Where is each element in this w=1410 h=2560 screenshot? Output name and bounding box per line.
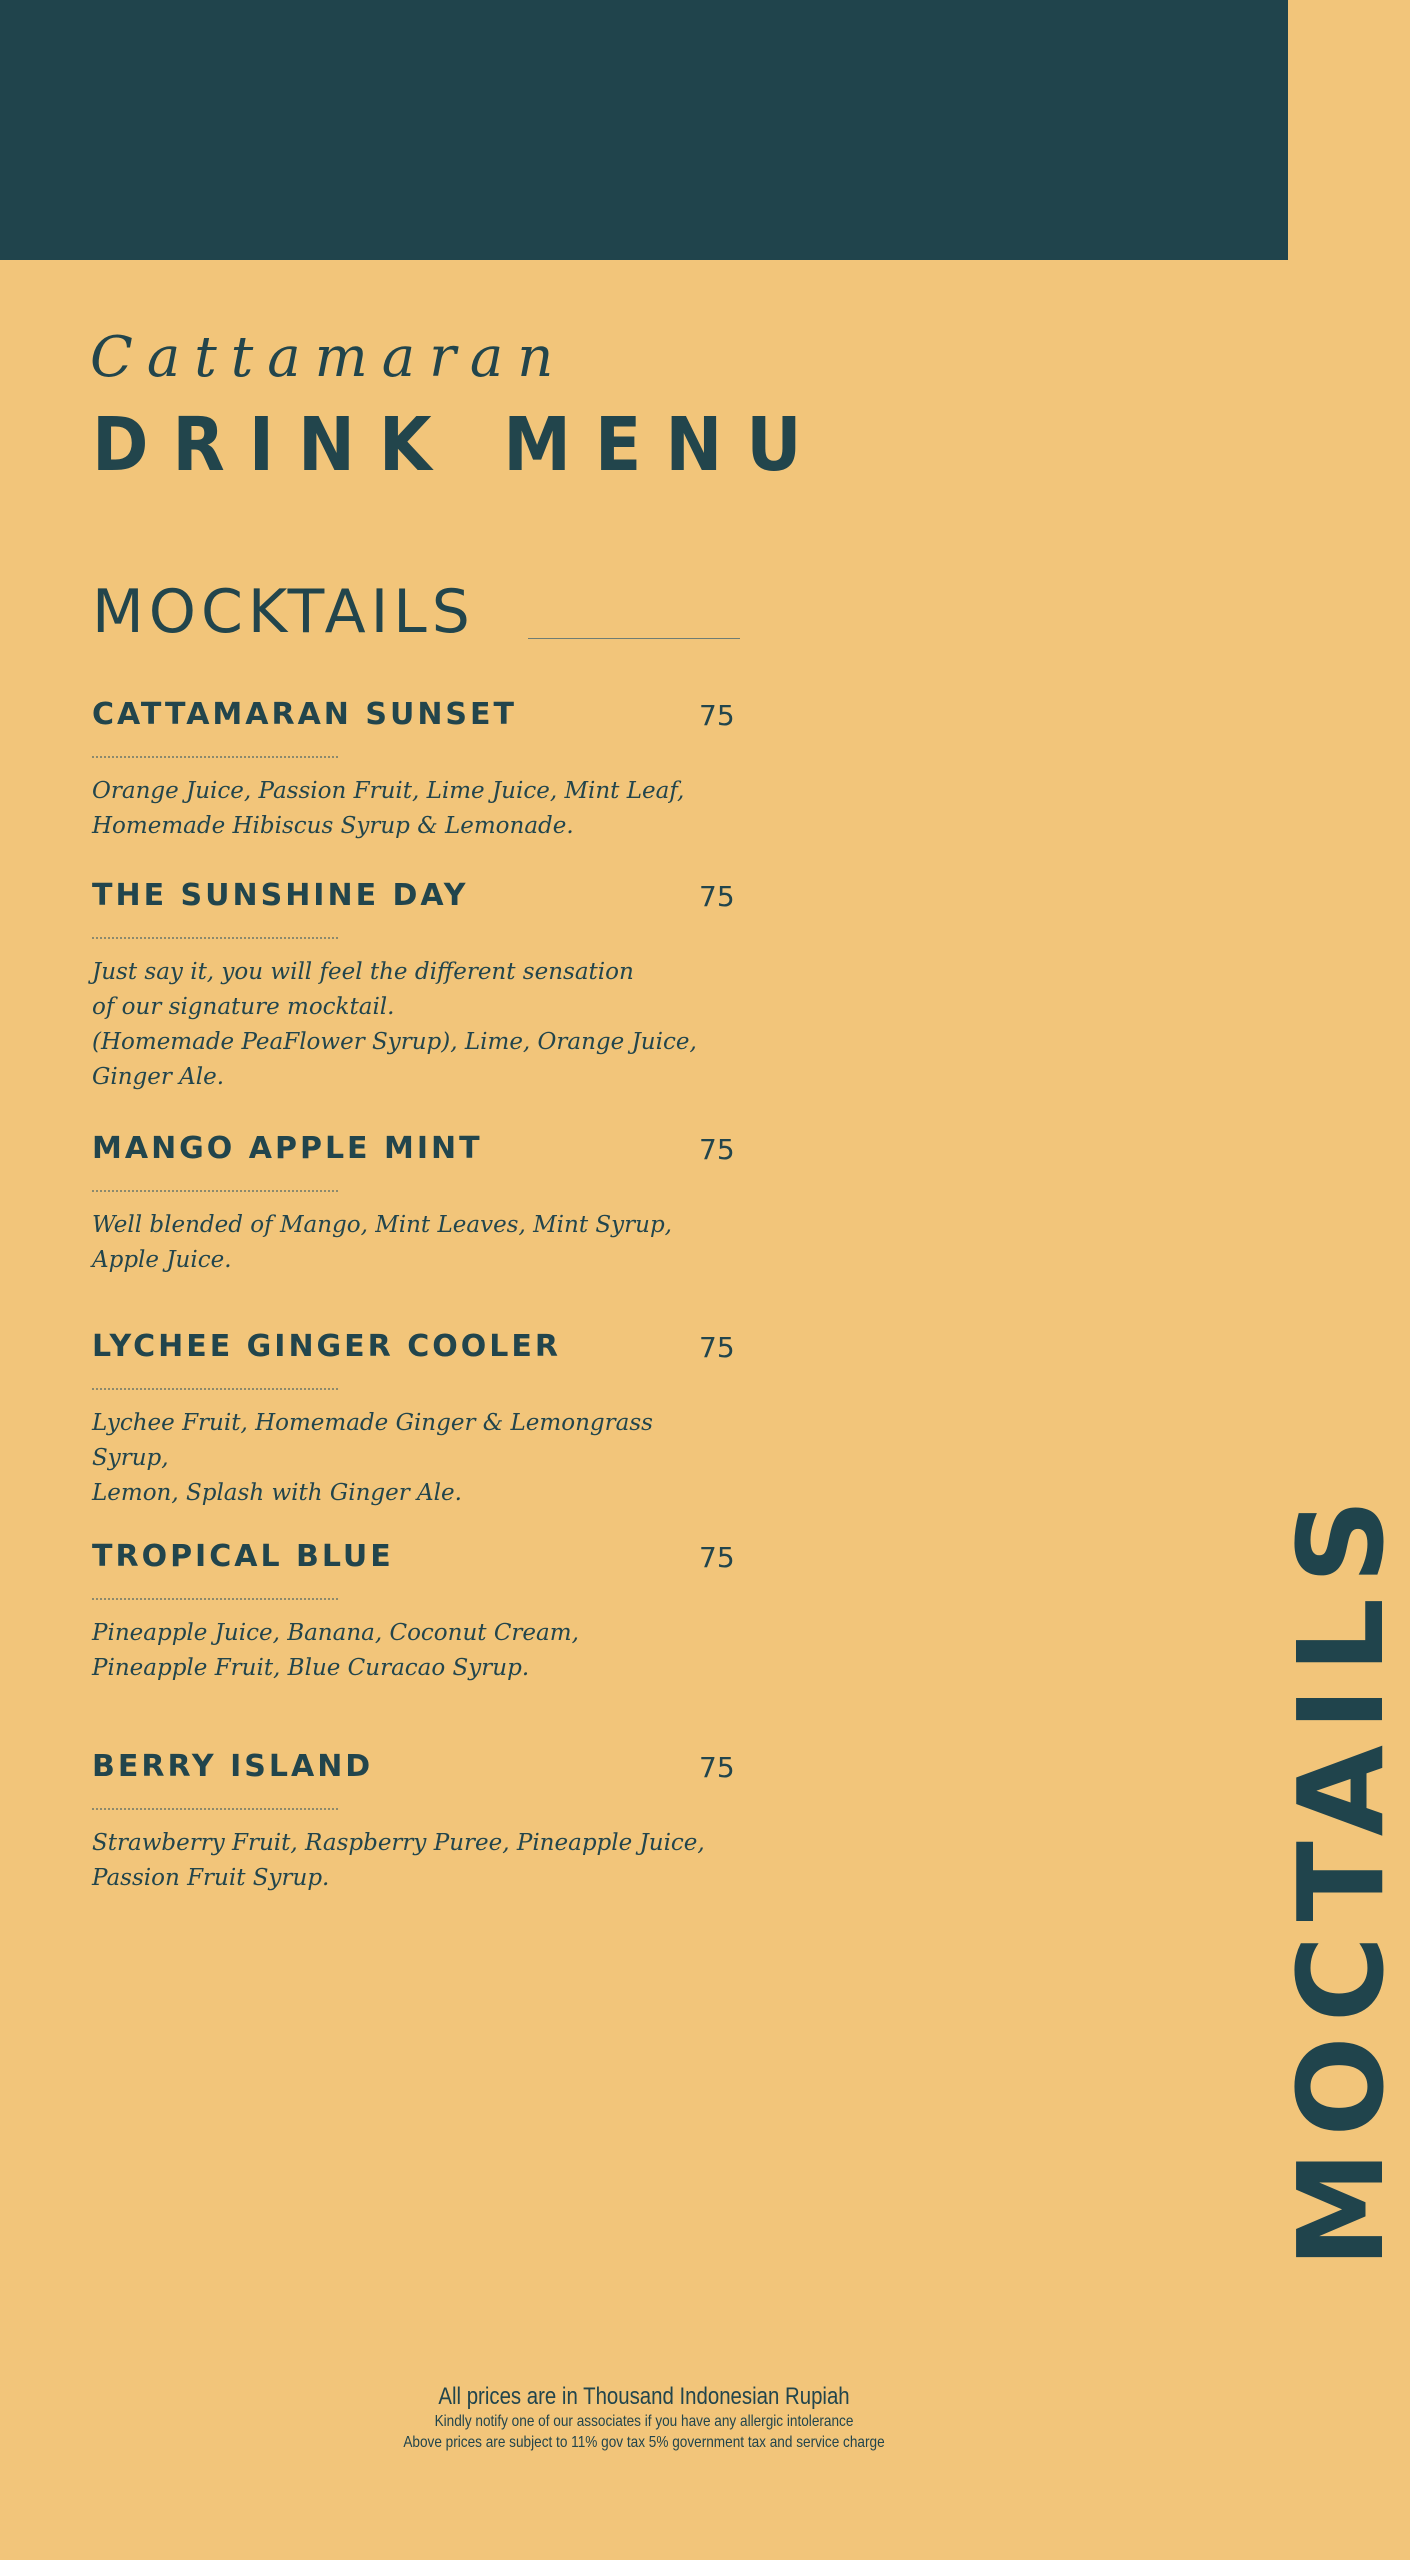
footer-price-note: All prices are in Thousand Indonesian Rupiah <box>438 2383 850 2410</box>
page-title: DRINK MENU <box>92 402 826 488</box>
item-price: 75 <box>699 1331 735 1364</box>
item-description: Well blended of Mango, Mint Leaves, Mint Syrup, Apple Juice. <box>92 1212 672 1273</box>
item-dotted-divider <box>92 1598 338 1600</box>
header-band <box>0 0 1288 260</box>
item-price: 75 <box>699 699 735 732</box>
vertical-section-label: MOCTAILS <box>1272 1484 1410 2268</box>
item-description: Lychee Fruit, Homemade Ginger & Lemongrass Syrup, Lemon, Splash with Ginger Ale. <box>92 1410 653 1506</box>
item-description: Pineapple Juice, Banana, Coconut Cream, Pineapple Fruit, Blue Curacao Syrup. <box>92 1620 579 1681</box>
item-dotted-divider <box>92 1388 338 1390</box>
item-price: 75 <box>699 1133 735 1166</box>
item-dotted-divider <box>92 1190 338 1192</box>
item-dotted-divider <box>92 756 338 758</box>
section-title: MOCKTAILS <box>92 577 475 647</box>
item-price: 75 <box>699 1541 735 1574</box>
section-divider <box>528 638 740 639</box>
item-name: MANGO APPLE MINT <box>92 1131 483 1166</box>
footer <box>0 2383 1288 2454</box>
item-dotted-divider <box>92 1808 338 1810</box>
item-description: Just say it, you will feel the different sensation of our signature mocktail. (Homemade PeaFlower Syrup), Lime, Orange Juice, Ginger Ale. <box>92 959 697 1090</box>
item-description: Strawberry Fruit, Raspberry Puree, Pineapple Juice, Passion Fruit Syrup. <box>92 1830 705 1891</box>
item-name: THE SUNSHINE DAY <box>92 878 469 913</box>
item-name: CATTAMARAN SUNSET <box>92 697 517 732</box>
item-price: 75 <box>699 1751 735 1784</box>
footer-allergy-note: Kindly notify one of our associates if you have any allergic intolerance <box>434 2412 854 2430</box>
item-name: TROPICAL BLUE <box>92 1539 394 1574</box>
footer-tax-note: Above prices are subject to 11% gov tax 5% government tax and service charge <box>403 2434 885 2452</box>
item-description: Orange Juice, Passion Fruit, Lime Juice, Mint Leaf, Homemade Hibiscus Syrup & Lemonade. <box>92 778 685 839</box>
item-name: LYCHEE GINGER COOLER <box>92 1329 561 1364</box>
brand-logo-text: Cattamaran <box>90 325 568 390</box>
item-dotted-divider <box>92 937 338 939</box>
item-name: BERRY ISLAND <box>92 1749 374 1784</box>
item-price: 75 <box>699 880 735 913</box>
